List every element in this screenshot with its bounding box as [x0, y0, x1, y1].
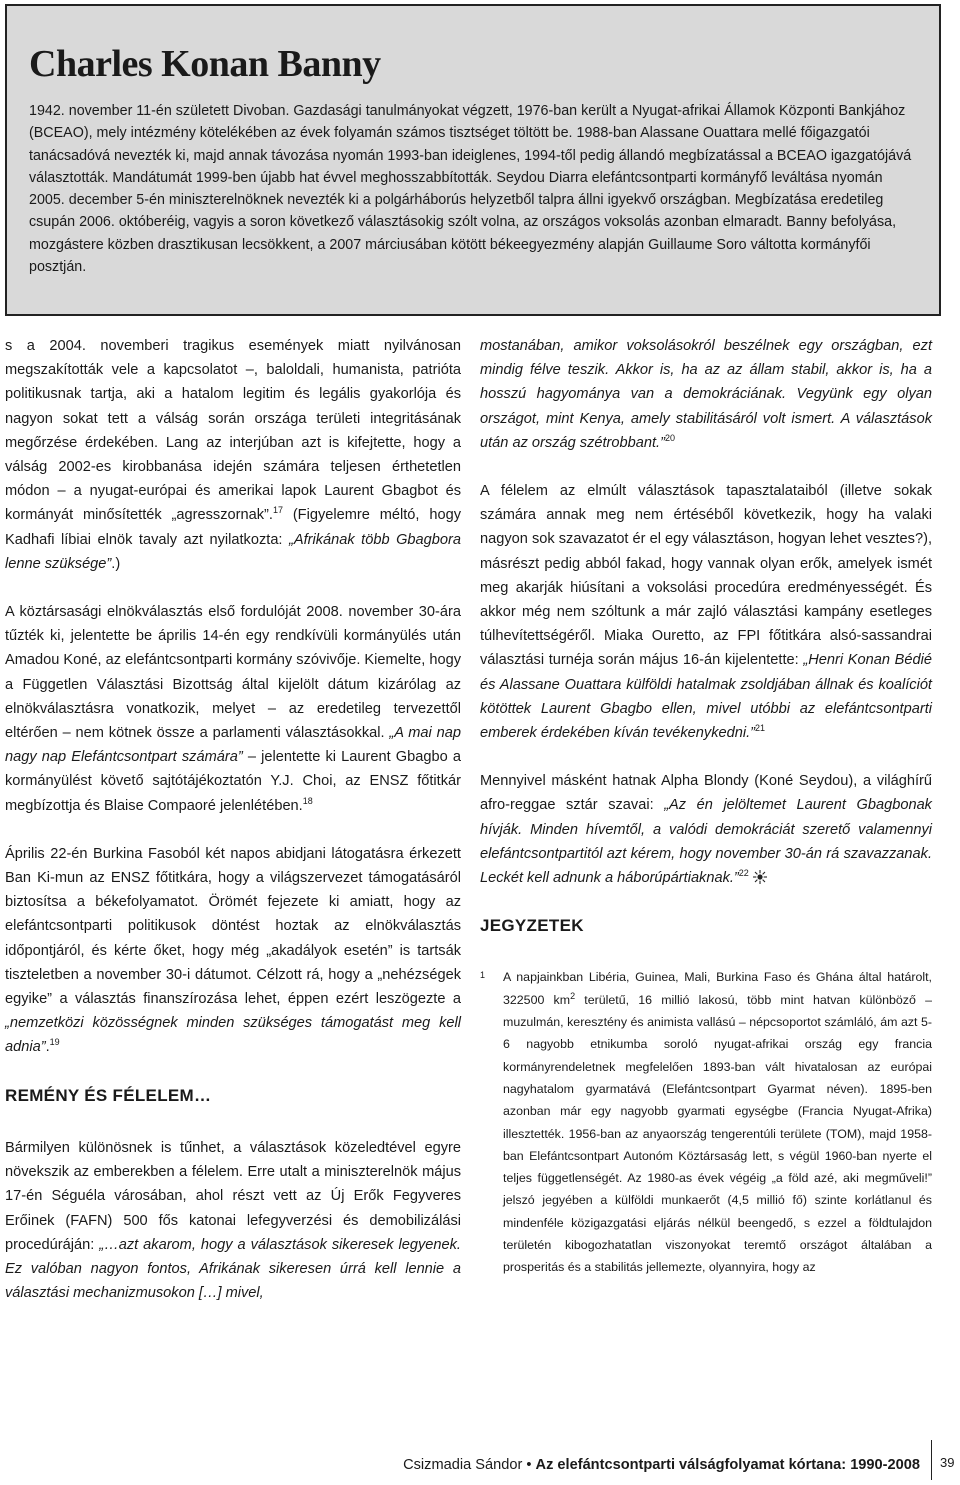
left-column: [5, 334, 461, 1329]
footnote-ref: 21: [755, 723, 766, 734]
left-paragraph-3: Április 22-én Burkina Fasoból két napos abidjani látogatásra érkezett Ban Ki-mun az ENSZ főtitkára, hogy a világszervezet támogatásáról biztosítsa a békefolyamatot. Örömét fejezete ki amiatt, hogy az elefántcsontparti politikusok döntést hoztak az elnökválasztás időpontjáról, és kérte őket, hogy még „akadályok esetén” is tartsák tiszteletben a november 30-i dátumot. Célzott rá, hogy a „nehézségek egyike” a választás finanszírozása lehet, éppen ezért leszögezte a „nemzetközi közösségnek minden szükséges támogatást meg kell adnia”.$^{19}$: [5, 845, 461, 1056]
quote: „A mai nap nagy nap Elefántcsontpart számára”: [5, 725, 461, 766]
quote: „nemzetközi közösségnek minden szükséges támogatást meg kell adnia”: [5, 1015, 461, 1056]
right-paragraph-3: Mennyivel másként hatnak Alpha Blondy (Koné Seydou), a világhírű afro-reggae sztár szavai: „Az én jelöltemet Laurent Gbagbonak hívják. Minden hívemtől, a valódi demokráciát szerető valamennyi elefántcsontpartitól azt kérem, hogy november 30-án rá szavazzanak. Leckét kell adnunk a háborúpártiaknak.”$^{22}$: [480, 773, 932, 887]
right-paragraph-2: A félelem az elmúlt választások tapasztalataiból (illetve sokak számára annak meg nem értéséből következik, hogy ha valaki nagyon sok szavazatot ér el egy választáson, hogyan lehet vesztes?), másrészt pedig abból fakad, hogy vannak olyan erők, amelyek ismét meg akarják hiúsítani a voksolási procedúra eredményességét. És akkor még nem szóltunk a már zajló választási kampány esetleges túlhevítettségéről. Miaka Ouretto, az FPI főtitkára alsó-sassandrai választási turnéja során május 16-án kijelentette: „Henri Konan Bédié és Alassane Ouattara külföldi hatalmak zsoldjában állnak és koalíciót kötöttek Laurent Gbagbo ellen, mivel utóbbi az elefántcsontparti emberek érdekében kíván tevékenykedni.”$^{21}$: [480, 483, 932, 742]
end-mark-icon: [753, 868, 767, 882]
footnote-ref: 22: [738, 868, 749, 879]
footnote-ref: 19: [49, 1037, 60, 1048]
footnote-number: 1: [480, 970, 486, 981]
footnote-ref: 17: [272, 505, 283, 516]
left-paragraph-1: s a 2004. novemberi tragikus események miatt nyilvánosan megszakították vele a kapcsolatot –, baloldali, humanista, patrióta politikusnak tartja, aki a hatalom legitim és legális gyakorlója és nagyon sokat tett a válság során országa területi integritásának megőrzése érdekében. Lang az interjúban azt is kifejtette, hogy a válság 2002-es kirobbanása idején számára teljesen érthetetlen módon – a nyugat-európai és amerikai lapok Laurent Gbagbot és kormányát minősítették „agresszornak”.$^{17}$ (Figyelemre méltó, hogy Kadhafi líbiai elnök tavaly azt nyilatkozta: „Afrikának több Gbagbora lenne szüksége”.): [5, 338, 461, 572]
quote: „Afrikának több Gbagbora lenne szüksége”: [5, 531, 461, 572]
quote: mostanában, amikor voksolásokról beszélnek egy országban, ezt mindig félve teszik. Akkor is, ha az az állam stabil, akkor is, ha a hosszú hagyománya van a demokráciának. Vegyünk egy olyan országot, mint Kenya, amely stabilitásáról volt ismert. A választások után az ország szétrobbant.”: [480, 338, 932, 451]
footnote-ref: 20: [664, 432, 675, 443]
box-title: Charles Konan Banny: [29, 43, 381, 85]
quote: „…azt akarom, hogy a választások sikeresek legyenek. Ez valóban nagyon fontos, Afrikának sikeresen úrrá kell lennie a választási mechanizmusokon […] mivel,: [5, 1236, 461, 1302]
left-paragraph-2: A köztársasági elnökválasztás első fordulóját 2008. november 30-ára tűzték ki, jelentette be április 14-én egy rendkívüli kormányülés után Amadou Koné, az elefántcsontparti kormány szóvivője. Kiemelte, hogy a Független Választási Bizottság által kijelölt dátum kizárólag az elnökválasztásra vonatkozik, melyet – az eredetileg tervezettől eltérően – nem kötnek össze a parlamenti választásokkal. „A mai nap nagy nap Elefántcsontpart számára” – jelentette ki Laurent Gbagbo a kormányülést követő sajtótájékoztatón Y.J. Choi, az ENSZ főtitkár megbízottja és Blaise Compaoré jelenlétében.$^{18}$: [5, 604, 461, 814]
footnote-1: 1 A napjainkban Libéria, Guinea, Mali, Burkina Faso és Ghána által határolt, 322500 $km^2$ területű, 16 millió lakosú, több mint hatvan különböző – muzulmán, keresztény és animista vallású – népcsoportot számláló, ám azt 5-6 nagyobb etnikumba soroló nyugat-afrikai ország egy francia kormányrendeletnek megfelelően 1893-ban vált hivatalosan az európai nagyhatalom gyarmatává (Elefántcsontpart Gyarmat néven). 1895-ben azonban már egy nagyobb gyarmati egységbe (Francia Nyugat-Afrika) illesztették. 1956-ban az anyaország tengerentúli területe (TOM), majd 1958-ban Elefántcsontpart Autonóm Köztársaság lett, s végül 1960-ban nyerte el teljes függetlenségét. Az 1980-as évek végéig „a föld azé, aki megműveli!” jelszó jegyében a külföldi munkaerőt (4,5 millió fő) szinte korlátlanul és mindenféle közigazgatási eljárás nélkül beengedő, s ezzel a földtulajdon területén kibogozhatatlan viszonyokat teremtő országot általában a prosperitás és a stabilitás jellemezte, olyannyira, hogy az: [480, 966, 932, 1278]
section-heading-remeny: REMÉNY ÉS FÉLELEM…: [5, 1085, 212, 1105]
footer-divider: [931, 1440, 932, 1480]
biography-box: [5, 4, 941, 316]
right-column: [480, 334, 932, 1279]
right-paragraph-1: [480, 334, 932, 455]
section-heading-jegyzetek: JEGYZETEK: [480, 916, 584, 936]
footer-author: Csizmadia Sándor •: [403, 1457, 536, 1473]
box-paragraph: 1942. november 11-én született Divoban. Gazdasági tanulmányokat végzett, 1976-ban került a Nyugat-afrikai Államok Központi Bankjához (BCEAO), mely intézmény kötelékében az évek folyamán számos tisztséget töltött be. 1988-ban Alassane Ouattara mellé főigazgatói tanácsadóvá nevezték ki, majd annak távozása nyomán 1993-ban ideiglenes, 1994-től pedig állandó megbízatással a BCEAO igazgatójává választották. Mandátumát 1999-ben újabb hat évvel meghosszabbították. Seydou Diarra elefántcsontparti kormányfő leváltása nyomán 2005. december 5-én miniszterelnöknek nevezték ki a polgárháborús helyzetből talpra állni igyekvő országban. Megbízatása eredetileg csupán 2006. októberéig, vagyis a soron következő választásokig szólt volna, az országos voksolás azonban elmaradt. Banny befolyása, mozgástere közben drasztikusan lecsökkent, a 2007 márciusában kötött békeegyezmény alapján Guillaume Soro váltotta kormányfői posztján.: [29, 103, 912, 276]
footnote-ref: 18: [302, 795, 313, 806]
quote: „Henri Konan Bédié és Alassane Ouattara külföldi hatalmak zsoldjában állnak és koalíciót kötöttek Laurent Gbagbo ellen, mivel utóbbi az elefántcsontparti emberek érdekében kíván tevékenykedni.”: [480, 652, 932, 742]
footer-title: Az elefántcsontparti válságfolyamat kórtana: 1990-2008: [535, 1457, 920, 1473]
quote: „Az én jelöltemet Laurent Gbagbonak hívják. Minden hívemtől, a valódi demokráciát szerető valamennyi elefántcsontpartitól azt kérem, hogy november 30-án rá szavazzanak. Leckét kell adnunk a háborúpártiaknak.”: [480, 797, 932, 887]
left-paragraph-4: Bármilyen különösnek is tűnhet, a választások közeledtével egyre növekszik az emberekben a félelem. Erre utalt a miniszterelnök május 17-én Séguéla városában, ahol részt vett az Új Erők Fegyveres Erőinek (FAFN) 500 fős katonai lefegyverzési és demobilizálási procedúráján: „…azt akarom, hogy a választások sikeresek legyenek. Ez valóban nagyon fontos, Afrikának sikeresen úrrá kell lennie a választási mechanizmusokon […] mivel,: [5, 1139, 461, 1302]
page-number: 39: [940, 1455, 955, 1470]
page-footer: [403, 1457, 920, 1473]
